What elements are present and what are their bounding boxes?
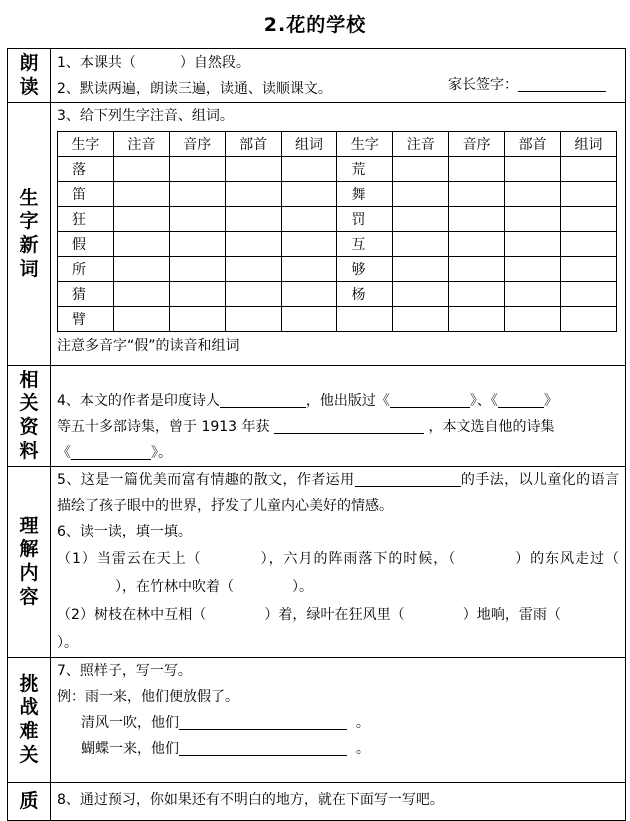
char-table — [57, 131, 617, 332]
char-cell: 落 — [58, 157, 114, 182]
question-3: 3、给下列生字注音、组词。 — [57, 108, 234, 124]
shengzi-char: 新 — [19, 234, 39, 256]
char-cell: 笛 — [58, 182, 114, 207]
worksheet-table — [7, 48, 626, 821]
answer-cell[interactable] — [393, 282, 449, 307]
answer-cell[interactable] — [113, 157, 169, 182]
section-label-langdu — [8, 49, 51, 103]
answer-cell[interactable] — [561, 282, 617, 307]
technique-blank[interactable] — [355, 470, 461, 487]
question-4: 4、本文的作者是印度诗人 ，他出版过《 》、《 》 等五十多部诗集，曾于 1913 年获 ，本文选自他的诗集 《 》。 — [57, 393, 558, 461]
answer-cell[interactable] — [505, 282, 561, 307]
langdu-char: 读 — [19, 75, 39, 98]
answer-cell[interactable] — [561, 157, 617, 182]
section-label-zhiyi — [8, 783, 51, 821]
char-table-header: 部首 — [505, 132, 561, 157]
answer-cell[interactable] — [449, 257, 505, 282]
char-table-header: 生字 — [337, 132, 393, 157]
answer-cell[interactable] — [561, 307, 617, 332]
char-cell: 够 — [337, 257, 393, 282]
question-7-title: 7、照样子，写一写。 — [57, 663, 192, 679]
answer-cell[interactable] — [505, 307, 561, 332]
char-table-header: 组词 — [561, 132, 617, 157]
answer-cell[interactable] — [113, 232, 169, 257]
sentence-blank-1[interactable] — [179, 713, 347, 730]
shengzi-char: 生 — [19, 186, 39, 209]
section-label-lijie — [8, 467, 51, 658]
answer-cell[interactable] — [169, 307, 225, 332]
char-table-row — [58, 257, 617, 282]
char-table-row — [58, 157, 617, 182]
char-table-row — [58, 207, 617, 232]
answer-cell[interactable] — [225, 257, 281, 282]
answer-cell[interactable] — [449, 207, 505, 232]
char-table-row — [58, 307, 617, 332]
section-label-ziliao — [8, 366, 51, 467]
shengzi-char: 字 — [19, 210, 39, 233]
answer-cell[interactable] — [505, 207, 561, 232]
collection-blank-1[interactable] — [390, 391, 470, 408]
ziliao-char: 相 — [19, 368, 39, 391]
section-label-tiaozhan — [8, 658, 51, 783]
answer-cell[interactable] — [113, 282, 169, 307]
char-cell — [337, 307, 393, 332]
answer-cell[interactable] — [225, 182, 281, 207]
answer-cell[interactable] — [561, 207, 617, 232]
polyphone-note: 注意多音字“假”的读音和组词 — [57, 338, 240, 354]
char-table-row — [58, 232, 617, 257]
lijie-char: 内 — [19, 562, 39, 584]
answer-cell[interactable] — [505, 157, 561, 182]
section-label-shengzi — [8, 103, 51, 366]
collection-blank-2[interactable] — [498, 391, 544, 408]
answer-cell[interactable] — [561, 257, 617, 282]
char-table-row — [58, 182, 617, 207]
answer-cell[interactable] — [561, 232, 617, 257]
lijie-char: 理 — [19, 514, 39, 537]
answer-cell[interactable] — [393, 182, 449, 207]
answer-cell[interactable] — [393, 257, 449, 282]
question-2: 2、默读两遍，朗读三遍，读通、读顺课文。 — [57, 81, 332, 97]
shengzi-char: 词 — [19, 257, 39, 280]
answer-cell[interactable] — [113, 257, 169, 282]
ziliao-char: 资 — [19, 416, 39, 438]
signature-blank[interactable] — [518, 75, 606, 92]
answer-cell[interactable] — [225, 207, 281, 232]
char-cell: 臂 — [58, 307, 114, 332]
answer-cell[interactable] — [449, 182, 505, 207]
source-collection-blank[interactable] — [71, 443, 151, 460]
lijie-char: 解 — [19, 538, 39, 561]
char-cell: 互 — [337, 232, 393, 257]
answer-cell[interactable] — [169, 157, 225, 182]
sentence-blank-2[interactable] — [179, 739, 347, 756]
answer-cell[interactable] — [225, 282, 281, 307]
question-6-title: 6、读一读，填一填。 — [57, 524, 192, 540]
answer-cell[interactable] — [449, 282, 505, 307]
char-table-header: 组词 — [281, 132, 337, 157]
question-6-part-1: （1）当雷云在天上（ ），六月的阵雨落下的时候，（ ）的东风走过（），在竹林中吹着（ ）。 — [57, 551, 620, 595]
char-cell: 狂 — [58, 207, 114, 232]
char-cell: 杨 — [337, 282, 393, 307]
char-table-header: 注音 — [393, 132, 449, 157]
question-7-line-2: 蝴蝶一来，他们 。 — [81, 741, 370, 757]
tiaozhan-char: 关 — [19, 743, 39, 766]
lijie-char: 容 — [19, 585, 39, 608]
answer-cell[interactable] — [561, 182, 617, 207]
char-table-row — [58, 282, 617, 307]
question-1: 1、本课共（ ）自然段。 — [57, 55, 250, 71]
tiaozhan-char: 战 — [19, 696, 39, 719]
answer-cell[interactable] — [281, 257, 337, 282]
ziliao-char: 关 — [19, 392, 39, 415]
answer-cell[interactable] — [393, 207, 449, 232]
char-cell: 荒 — [337, 157, 393, 182]
question-6-part-2: （2）树枝在林中互相（ ）着，绿叶在狂风里（ ）地响，雷雨（）。 — [57, 607, 562, 651]
answer-cell[interactable] — [281, 232, 337, 257]
answer-cell[interactable] — [225, 307, 281, 332]
award-blank[interactable] — [274, 417, 424, 434]
question-8: 8、通过预习，你如果还有不明白的地方，就在下面写一写吧。 — [57, 792, 444, 808]
answer-cell[interactable] — [449, 157, 505, 182]
answer-cell[interactable] — [113, 182, 169, 207]
reference-section — [51, 366, 626, 467]
char-cell: 舞 — [337, 182, 393, 207]
answer-cell[interactable] — [113, 307, 169, 332]
answer-cell[interactable] — [281, 182, 337, 207]
answer-cell[interactable] — [169, 182, 225, 207]
comprehension-section — [51, 467, 626, 658]
question-7-line-1: 清风一吹，他们 。 — [81, 715, 370, 731]
char-cell: 猜 — [58, 282, 114, 307]
answer-cell[interactable] — [393, 157, 449, 182]
char-table-header: 音序 — [169, 132, 225, 157]
char-cell: 假 — [58, 232, 114, 257]
page-title: 2.花的学校 — [263, 14, 367, 36]
tiaozhan-char: 难 — [19, 720, 39, 742]
answer-cell[interactable] — [169, 282, 225, 307]
answer-cell[interactable] — [281, 207, 337, 232]
question-section — [51, 783, 626, 821]
langdu-char: 朗 — [19, 51, 39, 74]
tiaozhan-char: 挑 — [19, 672, 39, 695]
poet-blank[interactable] — [220, 391, 306, 408]
question-7-example: 例：雨一来，他们便放假了。 — [57, 689, 239, 705]
char-table-header: 生字 — [58, 132, 114, 157]
answer-cell[interactable] — [225, 157, 281, 182]
ziliao-char: 料 — [19, 439, 39, 462]
answer-cell[interactable] — [393, 232, 449, 257]
parent-signature: 家长签字： — [448, 74, 606, 94]
answer-cell[interactable] — [449, 232, 505, 257]
answer-cell[interactable] — [169, 232, 225, 257]
char-table-header: 注音 — [113, 132, 169, 157]
char-cell: 所 — [58, 257, 114, 282]
answer-cell[interactable] — [169, 257, 225, 282]
answer-cell[interactable] — [505, 257, 561, 282]
answer-cell[interactable] — [505, 232, 561, 257]
char-table-header: 音序 — [449, 132, 505, 157]
answer-cell[interactable] — [113, 207, 169, 232]
answer-cell[interactable] — [225, 232, 281, 257]
char-table-header: 部首 — [225, 132, 281, 157]
answer-cell[interactable] — [169, 207, 225, 232]
answer-cell[interactable] — [393, 307, 449, 332]
question-5: 5、这是一篇优美而富有情趣的散文，作者运用 的手法，以儿童化的语言描绘了孩子眼中的世界，抒发了儿童内心美好的情感。 — [57, 472, 620, 514]
challenge-section — [51, 658, 626, 783]
char-cell: 罚 — [337, 207, 393, 232]
answer-cell[interactable] — [281, 282, 337, 307]
answer-cell[interactable] — [449, 307, 505, 332]
zhiyi-char: 质 — [19, 789, 39, 812]
answer-cell[interactable] — [281, 157, 337, 182]
answer-cell[interactable] — [505, 182, 561, 207]
answer-cell[interactable] — [281, 307, 337, 332]
new-words-section — [51, 103, 626, 366]
